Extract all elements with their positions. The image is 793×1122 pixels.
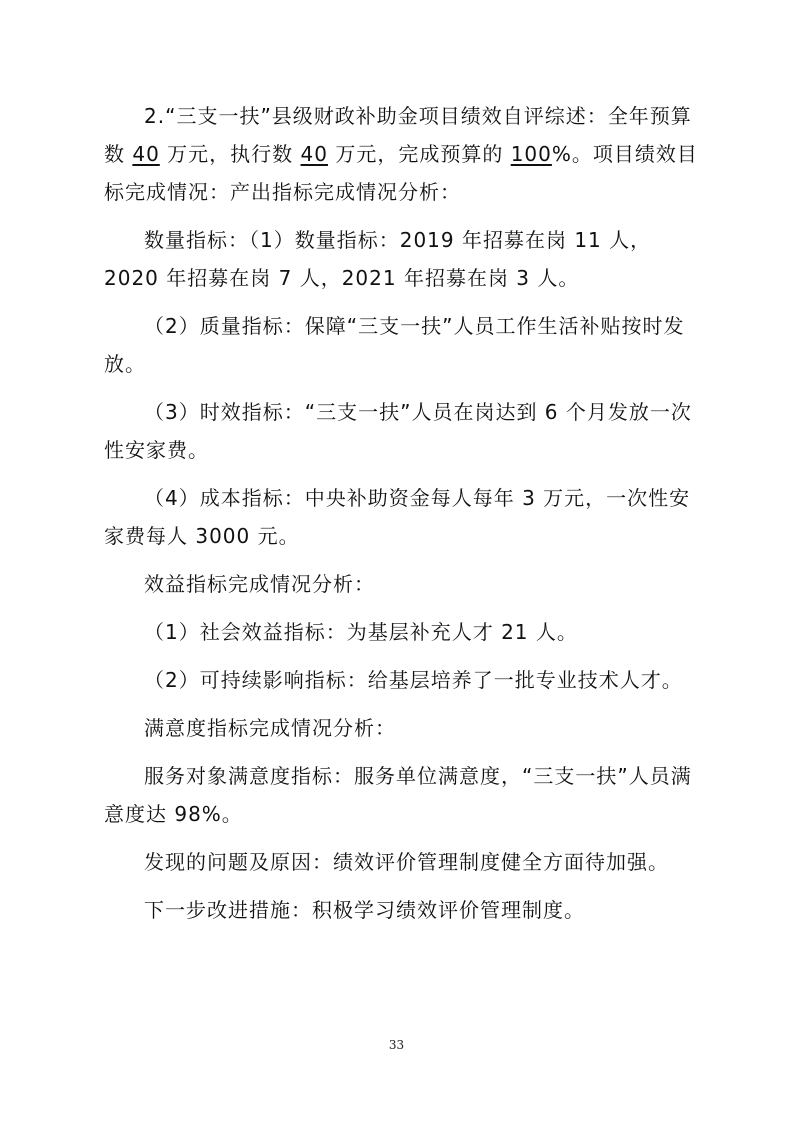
page-number: 33: [388, 1038, 405, 1052]
year-budget-value: 40: [132, 142, 160, 166]
percent-suffix: %。: [551, 142, 593, 166]
completion-label: 万元，完成预算的: [335, 142, 504, 166]
social-benefit-indicator: （1）社会效益指标：为基层补充人才 21 人。: [144, 620, 578, 644]
problems-paragraph: 发现的问题及原因：绩效评价管理制度健全方面待加强。: [144, 850, 669, 874]
completion-value: 100: [510, 142, 552, 166]
goal-text: 项目绩效目标完成情况：产出指标完成情况分析：: [104, 142, 698, 204]
quantity-indicator: 数量指标：（1）数量指标：2019 年招募在岗 11 人，2020 年招募在岗 7 人，2021 年招募在岗 3 人。: [104, 228, 652, 290]
summary-heading: 2.“三支一扶”县级财政补助金项目绩效自评综述：: [144, 104, 608, 128]
year-budget-label: 全年预算数: [104, 104, 692, 166]
document-body: [104, 97, 704, 929]
satisfaction-indicator: 服务对象满意度指标：服务单位满意度，“三支一扶”人员满意度达 98%。: [104, 764, 692, 826]
quality-indicator: （2）质量指标：保障“三支一扶”人员工作生活补贴按时发放。: [104, 314, 685, 376]
executed-value: 40: [300, 142, 328, 166]
satisfaction-heading: 满意度指标完成情况分析：: [144, 716, 396, 740]
benefit-heading: 效益指标完成情况分析：: [144, 572, 375, 596]
cost-indicator: （4）成本指标：中央补助资金每人每年 3 万元，一次性安家费每人 3000 元。: [104, 486, 691, 548]
executed-label: 万元，执行数: [167, 142, 294, 166]
sustainable-indicator: （2）可持续影响指标：给基层培养了一批专业技术人才。: [144, 668, 683, 692]
timeliness-indicator: （3）时效指标：“三支一扶”人员在岗达到 6 个月发放一次性安家费。: [104, 400, 692, 462]
next-steps-paragraph: 下一步改进措施：积极学习绩效评价管理制度。: [144, 898, 585, 922]
summary-paragraph: [104, 97, 704, 211]
